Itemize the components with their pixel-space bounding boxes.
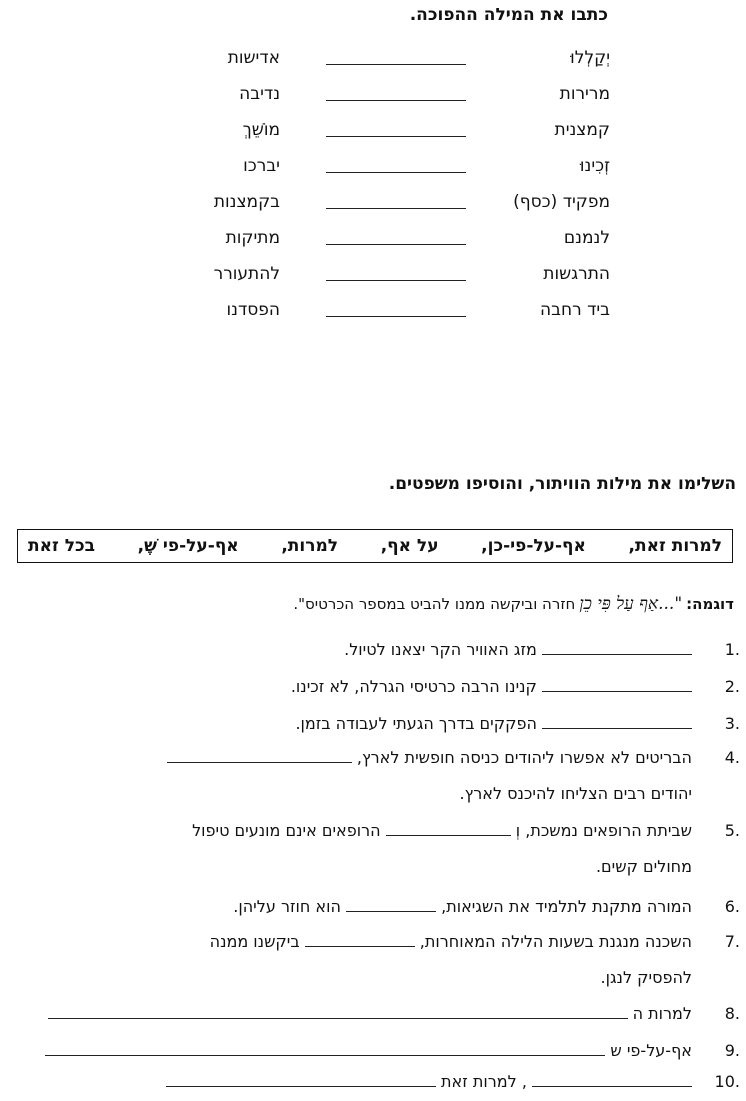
answer-blank[interactable]	[167, 748, 352, 763]
source-word: יְקַלְלוּ	[570, 48, 610, 68]
answer-blank[interactable]	[326, 280, 466, 281]
opposite-row	[0, 224, 746, 254]
word-bank-item: למרות,	[281, 536, 339, 556]
option-word: מתיקות	[225, 228, 280, 248]
option-word: מוֹשֵׁךְ	[242, 120, 280, 140]
item-number: 9.	[724, 1041, 740, 1060]
exercise-item-3	[0, 710, 746, 740]
source-word: לנמנם	[563, 228, 610, 248]
source-word: התרגשות	[543, 264, 610, 284]
answer-blank[interactable]	[326, 208, 466, 209]
option-word: יברכו	[243, 156, 280, 176]
word-bank-item: על אף,	[380, 536, 439, 556]
option-word: אדישות	[227, 48, 280, 68]
item-text: למרות ה	[632, 1004, 692, 1023]
example-text: חזרה וביקשה ממנו להביט במספר הכרטיס".	[293, 595, 576, 613]
answer-blank[interactable]	[542, 714, 692, 729]
answer-blank[interactable]	[326, 172, 466, 173]
source-word: מרירות	[559, 84, 610, 104]
option-word: הפסדנו	[226, 300, 280, 320]
answer-blank[interactable]	[166, 1072, 436, 1087]
item-text: מחולים קשים.	[595, 857, 692, 876]
answer-blank[interactable]	[45, 1041, 605, 1056]
exercise-item-4-continued	[0, 780, 746, 810]
exercise-item-5-continued	[0, 853, 746, 883]
opposite-row	[0, 152, 746, 182]
exercise-item-1	[0, 636, 746, 666]
opposite-row	[0, 116, 746, 146]
opposite-row	[0, 296, 746, 326]
item-number: 10.	[714, 1072, 740, 1091]
exercise-item-7	[0, 928, 746, 958]
item-text: יהודים רבים הצליחו להיכנס לארץ.	[459, 784, 692, 803]
source-word: מפקיד (כסף)	[513, 192, 610, 212]
exercise-item-2	[0, 673, 746, 703]
answer-blank[interactable]	[326, 100, 466, 101]
exercise-item-6	[0, 893, 746, 923]
exercise-item-10	[0, 1068, 746, 1098]
source-word: קמצנית	[554, 120, 610, 140]
word-bank-item: בכל זאת	[28, 536, 95, 556]
opposite-row	[0, 80, 746, 110]
word-bank-box	[17, 529, 733, 563]
section1-title: כתבו את המילה ההפוכה.	[409, 5, 608, 25]
answer-blank[interactable]	[48, 1004, 628, 1019]
example-label: דוגמה:	[686, 595, 734, 613]
exercise-item-5	[0, 817, 746, 847]
word-bank-item: למרות זאת,	[628, 536, 722, 556]
item-number: 6.	[724, 897, 740, 916]
word-bank-item: אף-על-פי שֶׁ,	[137, 536, 239, 556]
item-text: , למרות זאת	[441, 1072, 527, 1091]
example-sentence	[293, 594, 734, 614]
answer-blank[interactable]	[386, 821, 511, 836]
exercise-item-4	[0, 744, 746, 774]
item-number: 7.	[724, 932, 740, 951]
answer-blank[interactable]	[326, 244, 466, 245]
answer-blank[interactable]	[305, 932, 415, 947]
source-word: זְכִינוּ	[579, 156, 610, 176]
option-word: נדיבה	[239, 84, 280, 104]
item-number: 4.	[724, 748, 740, 767]
item-text: קנינו הרבה כרטיסי הגרלה, לא זכינו.	[290, 677, 537, 696]
answer-blank[interactable]	[326, 136, 466, 137]
answer-blank[interactable]	[542, 640, 692, 655]
answer-blank[interactable]	[326, 316, 466, 317]
exercise-item-8	[0, 1000, 746, 1030]
opposite-row	[0, 44, 746, 74]
item-text: השכנה מנגנת בשעות הלילה המאוחרות,	[419, 932, 692, 951]
item-text: מזג האוויר הקר יצאנו לטיול.	[344, 640, 537, 659]
item-text: הבריטים לא אפשרו ליהודים כניסה חופשית לארץ,	[356, 748, 692, 767]
word-bank-item: אף-על-פי-כן,	[481, 536, 586, 556]
item-text: ביקשנו ממנה	[209, 932, 300, 951]
item-number: 2.	[724, 677, 740, 696]
opposite-row	[0, 260, 746, 290]
item-text: הוא חוזר עליהן.	[233, 897, 341, 916]
item-text: אף-על-פי ש	[610, 1041, 692, 1060]
item-text: הפקקים בדרך הגעתי לעבודה בזמן.	[295, 714, 537, 733]
answer-blank[interactable]	[326, 64, 466, 65]
item-number: 1.	[724, 640, 740, 659]
item-text: להפסיק לנגן.	[600, 968, 692, 987]
answer-blank[interactable]	[542, 677, 692, 692]
answer-blank[interactable]	[346, 897, 436, 912]
opposite-row	[0, 188, 746, 218]
item-number: 3.	[724, 714, 740, 733]
item-number: 8.	[724, 1004, 740, 1023]
section2-title: השלימו את מילות הוויתור, והוסיפו משפטים.	[388, 474, 736, 494]
item-text: שביתת הרופאים נמשכת, וְ	[515, 821, 692, 840]
item-number: 5.	[724, 821, 740, 840]
exercise-item-7-continued	[0, 964, 746, 994]
option-word: להתעורר	[213, 264, 280, 284]
option-word: בקמצנות	[213, 192, 280, 212]
example-handwritten: "...אַף עַל פִּי כֵן	[579, 594, 683, 614]
item-text: הרופאים אינם מונעים טיפול	[192, 821, 381, 840]
exercise-item-9	[0, 1037, 746, 1067]
source-word: ביד רחבה	[540, 300, 610, 320]
answer-blank[interactable]	[532, 1072, 692, 1087]
item-text: המורה מתקנת לתלמיד את השגיאות,	[441, 897, 692, 916]
